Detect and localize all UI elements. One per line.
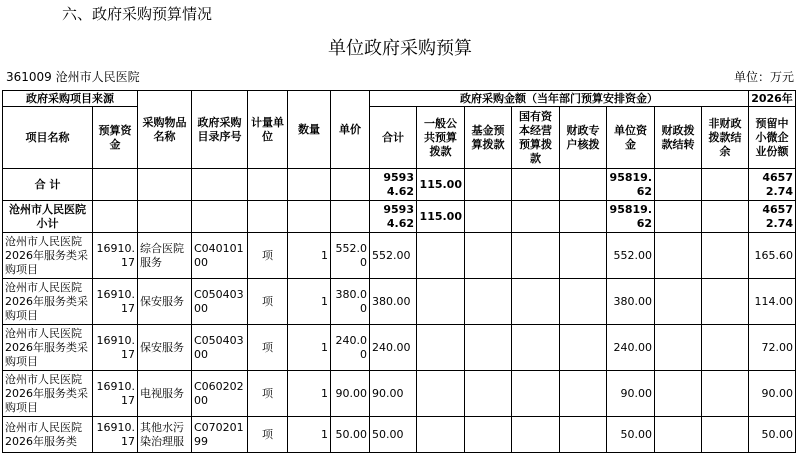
row-budget: 16910.17 [93,279,138,325]
row-budget: 16910.17 [93,325,138,371]
subtotal-amount: 95934.62 [370,201,417,233]
row-catalog: C05040300 [192,325,248,371]
row-project: 沧州市人民医院2026年服务类采购项目 [3,233,93,279]
subtotal-general-public: 115.00 [417,201,465,233]
table-row [3,417,796,453]
header-amount-group: 政府采购金额（当年部门预算安排资金） [370,91,749,107]
header-state-capital: 国有资本经营预算拨款 [512,107,560,169]
row-unit-funds: 380.00 [607,279,655,325]
row-sme: 50.00 [749,417,796,453]
row-sme: 165.60 [749,233,796,279]
row-sme: 90.00 [749,371,796,417]
row-unit: 项 [248,233,288,279]
subtotal-unit-funds: 95819.62 [607,201,655,233]
header-unit-funds: 单位资金 [607,107,655,169]
row-budget: 16910.17 [93,417,138,453]
row-price: 552.00 [331,233,370,279]
row-total: 240.00 [370,325,417,371]
row-catalog: C07020199 [192,417,248,453]
row-project: 沧州市人民医院2026年服务类采购项目 [3,325,93,371]
header-fiscal-carryover: 财政拨款结转 [655,107,702,169]
row-sme: 72.00 [749,325,796,371]
total-row [3,169,796,201]
row-qty: 1 [288,371,331,417]
row-price: 240.00 [331,325,370,371]
row-unit-funds: 240.00 [607,325,655,371]
procurement-budget-table [2,90,796,453]
row-budget: 16910.17 [93,371,138,417]
header-general-public: 一般公共预算拨款 [417,107,465,169]
row-unit-funds: 50.00 [607,417,655,453]
row-qty: 1 [288,417,331,453]
row-catalog: C04010100 [192,233,248,279]
unit-code-name: 361009 沧州市人民医院 [6,70,140,84]
row-unit-funds: 552.00 [607,233,655,279]
header-non-fiscal-carryover: 非财政拨款结余 [702,107,749,169]
row-project: 沧州市人民医院2026年服务类采购项目 [3,371,93,417]
table-row [3,279,796,325]
row-item: 其他水污染治理服 [138,417,192,453]
total-label: 合 计 [3,169,93,201]
row-total: 380.00 [370,279,417,325]
header-sme-share: 预留中小微企业份额 [749,107,796,169]
unit-info-row [0,68,800,84]
row-unit-funds: 90.00 [607,371,655,417]
header-source-group: 政府采购项目来源 [3,91,138,107]
row-price: 50.00 [331,417,370,453]
subtotal-sme: 46572.74 [749,201,796,233]
header-fund-budget: 基金预算拨款 [465,107,512,169]
row-total: 50.00 [370,417,417,453]
header-sme-year: 2026年 [749,91,796,107]
document-title: 单位政府采购预算 [328,38,472,59]
header-catalog-no: 政府采购目录序号 [192,91,248,169]
row-qty: 1 [288,325,331,371]
row-total: 552.00 [370,233,417,279]
row-unit: 项 [248,371,288,417]
row-price: 380.00 [331,279,370,325]
header-item-name: 采购物品名称 [138,91,192,169]
header-special-account: 财政专户核拨 [560,107,607,169]
subtotal-row [3,201,796,233]
total-general-public: 115.00 [417,169,465,201]
row-qty: 1 [288,279,331,325]
subtotal-label: 沧州市人民医院小计 [3,201,93,233]
row-item: 保安服务 [138,279,192,325]
header-quantity: 数量 [288,91,331,169]
table-row [3,371,796,417]
total-amount: 95934.62 [370,169,417,201]
row-sme: 114.00 [749,279,796,325]
total-sme: 46572.74 [749,169,796,201]
row-item: 综合医院服务 [138,233,192,279]
table-row [3,325,796,371]
row-catalog: C05040300 [192,279,248,325]
row-item: 电视服务 [138,371,192,417]
row-unit: 项 [248,279,288,325]
row-unit: 项 [248,325,288,371]
row-catalog: C06020200 [192,371,248,417]
row-budget: 16910.17 [93,233,138,279]
row-project: 沧州市人民医院2026年服务类采购项目 [3,279,93,325]
header-total: 合计 [370,107,417,169]
section-title: 六、政府采购预算情况 [62,5,213,23]
row-qty: 1 [288,233,331,279]
currency-unit-label: 单位：万元 [733,70,794,84]
row-price: 90.00 [331,371,370,417]
row-project: 沧州市人民医院2026年服务类 [3,417,93,453]
total-unit-funds: 95819.62 [607,169,655,201]
header-unit-price: 单价 [331,91,370,169]
row-unit: 项 [248,417,288,453]
header-project-name: 项目名称 [3,107,93,169]
row-item: 保安服务 [138,325,192,371]
table-row [3,233,796,279]
header-budget-funds: 预算资金 [93,107,138,169]
row-total: 90.00 [370,371,417,417]
header-unit: 计量单位 [248,91,288,169]
